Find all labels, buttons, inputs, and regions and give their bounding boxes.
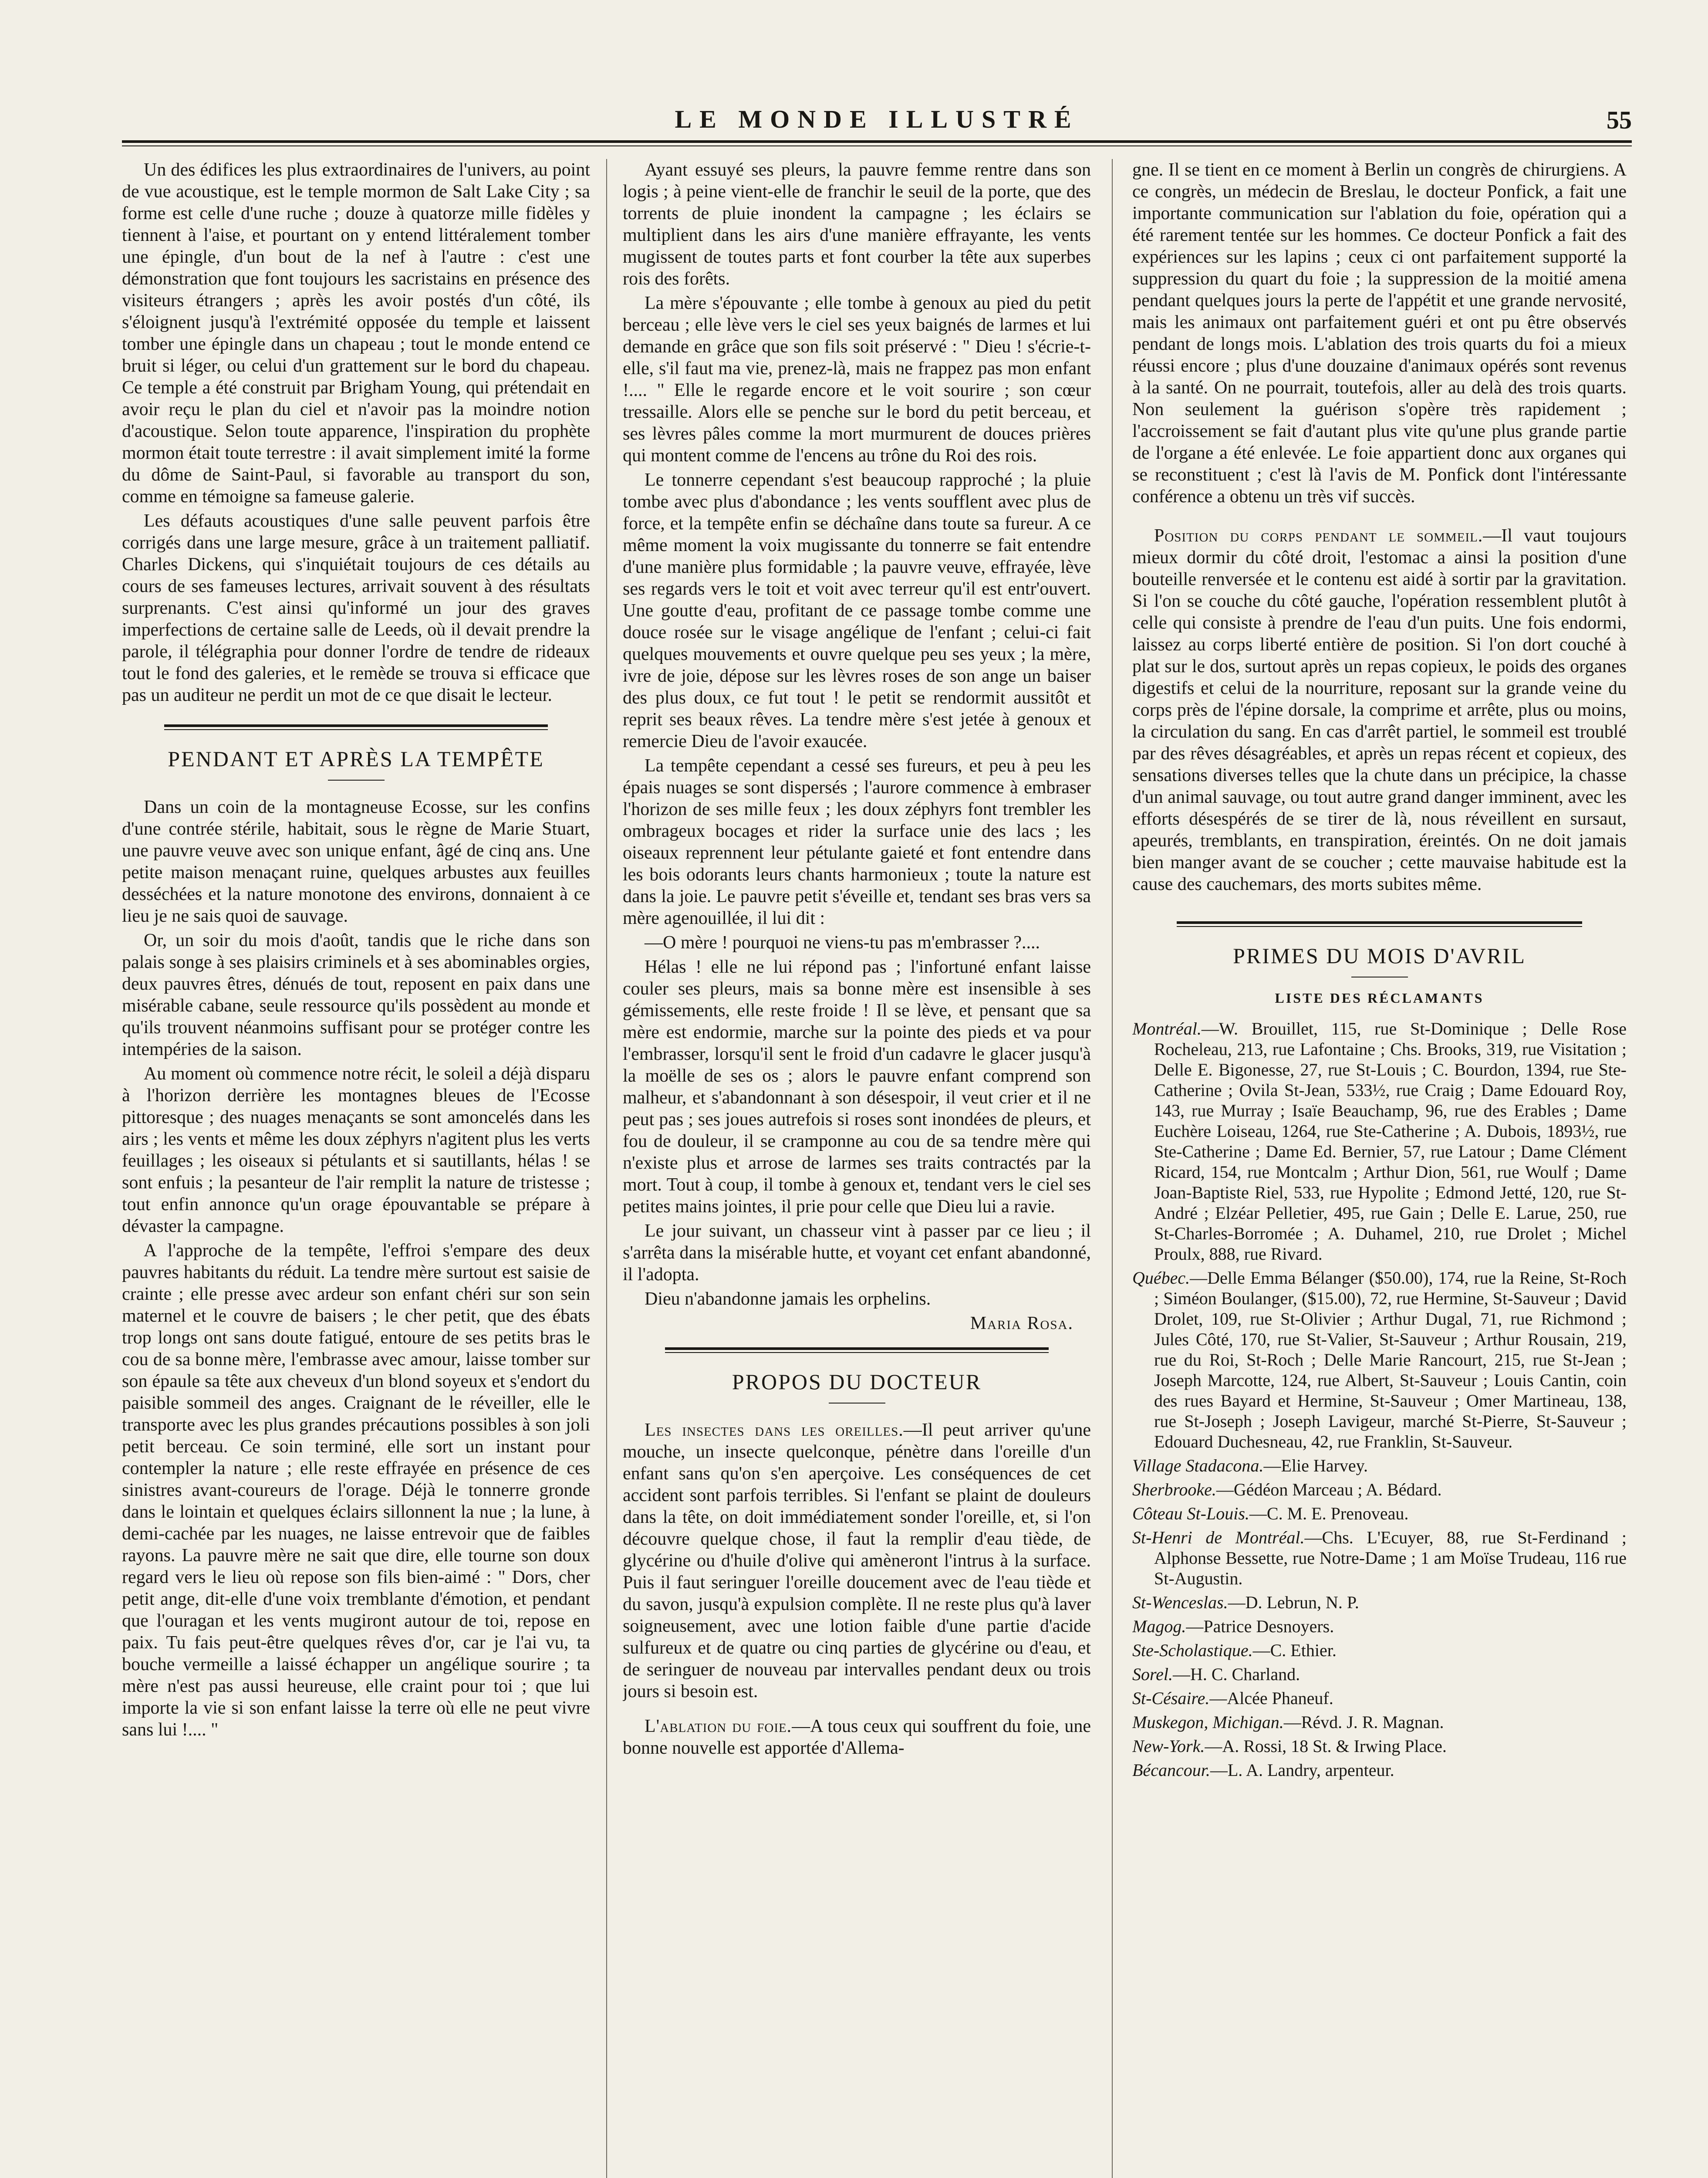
primes-title: PRIMES DU MOIS D'AVRIL [1233,944,1526,968]
claimant-names: —H. C. Charland. [1172,1664,1300,1684]
claimant-names: —Elie Harvey. [1263,1456,1368,1475]
claimant-place: Sherbrooke. [1132,1480,1216,1499]
claimant-place: Ste-Scholastique. [1132,1640,1253,1660]
story-paragraph: Dieu n'abandonne jamais les orphelins. [645,1289,931,1309]
claimant-entry [1132,1527,1627,1589]
claimant-names: —Delle Emma Bélanger ($50.00), 174, rue la Reine, St-Roch ; Siméon Boulanger, ($15.00), 72, rue Hermine, St-Sauveur ; David Drolet, 109, rue St-Olivier ; Arthur Dugal, 71, rue Richmond ; Jules Côté, 170, rue St-Valier, St-Sauveur ; Arthur Rousain, 219, rue du Roi, St-Roch ; Delle Marie Rancourt, 215, rue St-Jean ; Joseph Marcotte, 124, rue Albert, St-Sauveur ; Louis Cantin, coin des rues Bayard et Hermine, St-Sauveur ; Omer Martineau, 138, rue St-Joseph ; Joseph Lavigeur, marché St-Pierre, St-Sauveur ; Edouard Duchesneau, 42, rue Franklin, St-Sauveur. [1154,1268,1627,1451]
claimant-place: Magog. [1132,1617,1186,1636]
claimant-names: —C. Ethier. [1252,1640,1337,1660]
column-2 [623,159,1091,2178]
primes-subtitle: LISTE DES RÉCLAMANTS [1275,990,1484,1006]
column-divider [1112,159,1113,2178]
claimant-place: Bécancour. [1132,1760,1210,1780]
story-paragraph: Dans un coin de la montagneuse Ecosse, sur les confins d'une contrée stérile, habitait, sous le règne de Marie Stuart, une pauvre veuve avec son unique enfant, âgé de cinq ans. Une petite maison menaçant ruine, quelques arbustes aux feuilles desséchées et la nature monotone des environs, donnaient à ce lieu je ne sais quoi de sauvage. [122,797,590,926]
claimant-place: St-Césaire. [1132,1688,1210,1708]
story-paragraph: Le jour suivant, un chasseur vint à passer par ce lieu ; il s'arrêta dans la misérable hutte, et voyant cet enfant abandonné, il l'adopta. [623,1221,1091,1285]
story-title: PENDANT ET APRÈS LA TEMPÊTE [168,747,544,771]
story-paragraph: Or, un soir du mois d'août, tandis que le riche dans son palais songe à ses plaisirs criminels et à ses abominables orgies, deux pauvres êtres, dénués de tout, reposent en paix dans une misérable cabane, seule ressource qu'ils possèdent au monde et qu'ils trouvent néanmoins suffisant pour se protéger contre les intempéries de la saison. [122,930,590,1059]
claimant-place: New-York. [1132,1736,1205,1756]
author-signature: Maria Rosa. [970,1313,1073,1333]
title-underline [829,1403,885,1404]
article-text-insects: —Il peut arriver qu'une mouche, un insecte quelconque, pénètre dans l'oreille d'un enfant sans qu'on s'en aperçoive. Les conséquences de cet accident sont parfois terribles. Si l'enfant se plaint de douleurs dans la tête, on doit immédiatement sonder l'oreille, et, si l'on découvre quelque chose, il faut la remplir d'eau tiède, de glycérine ou d'huile d'olive qui amèneront l'intrus à la surface. Puis il faut seringuer l'oreille doucement avec de l'eau tiède et du savon, jusqu'à expulsion complète. Il ne reste plus qu'à laver soigneusement, avec une lotion faible d'une partie d'acide sulfureux et de quatre ou cinq parties de glycérine ou d'eau, et de seringuer de nouveau par intervalles pendant deux ou trois jours si besoin est. [623,1420,1091,1701]
claimant-entry [1132,1760,1627,1780]
article-paragraph: Les défauts acoustiques d'une salle peuvent parfois être corrigés dans une large mesure, grâce à un traitement palliatif. Charles Dickens, qui s'inquiétait toujours de ces détails au cours de ses fameuses lectures, arrivait souvent à des résultats surprenants. C'est ainsi qu'informé un jour des graves imperfections de certaine salle de Leeds, où il devait prendre la parole, il télégraphia pour donner l'ordre de tendre de rideaux tout le fond des galeries, et le remède se trouva si efficace que pas un auditeur ne perdit un mot de ce que disait le lecteur. [122,511,590,705]
claimant-entry [1132,1503,1627,1524]
claimant-place: Sorel. [1132,1664,1173,1684]
claimant-entry [1132,1688,1627,1708]
claimant-entry [1132,1268,1627,1452]
claimant-names: —L. A. Landry, arpenteur. [1210,1760,1394,1780]
column-3 [1132,159,1627,2178]
claimant-names: —A. Rossi, 18 St. & Irwing Place. [1205,1736,1447,1756]
claimant-entry [1132,1018,1627,1264]
section-separator [1177,921,1582,927]
newspaper-title: LE MONDE ILLUSTRÉ [675,105,1079,133]
story-paragraph: La mère s'épouvante ; elle tombe à genoux au pied du petit berceau ; elle lève vers le ciel ses yeux baignés de larmes et lui demande en grâce que son fils soit préservé : " Dieu ! s'écrie-t-elle, s'il faut ma vie, prenez-là, mais ne frappez pas mon enfant !.... " Elle le regarde encore et le voit sourire ; son cœur tressaille. Alors elle se penche sur le bord du petit berceau, et ses lèvres pâles comme la mort murmurent de douces prières qui montent comme de l'encens au trône du Roi des rois. [623,293,1091,466]
story-paragraph: A l'approche de la tempête, l'effroi s'empare des deux pauvres habitants du réduit. La tendre mère surtout est saisie de crainte ; elle presse avec ardeur son enfant chéri sur son sein maternel et le couvre de baisers ; le cher petit, que des ébats trop longs ont sans doute fatigué, entoure de ses petits bras le cou de sa bonne mère, l'embrasse avec amour, laisse tomber sur son épaule sa tête aux cheveux d'un blond soyeux et s'endort du paisible sommeil des anges. Craignant de le réveiller, elle le transporte avec les plus grandes précautions possibles à son joli petit berceau. Ce soin terminé, elle sort un instant pour contempler la nature ; elle reste effrayée en présence de ces sinistres avant-coureurs de l'orage. Déjà le tonnerre gronde dans le lointain et quelques éclairs sillonnent la nue ; la lune, à demi-cachée par les nuages, ne laisse entrevoir que de faibles rayons. La pauvre mère ne sait que dire, elle tourne son doux regard vers le lieu où repose son fils bien-aimé : " Dors, cher petit ange, dit-elle d'une voix tremblante d'émotion, et pendant que l'ouragan et les vents mugiront autour de toi, repose en paix. Tu fais peut-être quelques rêves d'or, car je l'ai vu, ta bouche vermeille a laissé échapper un angélique sourire ; ta mère n'est pas aussi heureuse, elle craint pour toi ; que lui importe la vie si son enfant laisse la terre où elle ne peut vivre sans lui !.... " [122,1241,590,1740]
claimant-place: Village Stadacona. [1132,1456,1264,1475]
claimant-entry [1132,1616,1627,1637]
claimant-place: St-Henri de Montréal. [1132,1528,1305,1547]
claimant-place: Montréal. [1132,1019,1202,1038]
claimant-names: —W. Brouillet, 115, rue St-Dominique ; Delle Rose Rocheleau, 213, rue Lafontaine ; Chs. Brooks, 319, rue Visitation ; Delle E. Bigonesse, 27, rue St-Louis ; C. Bourdon, 1394, rue Ste-Catherine ; Ovila St-Jean, 533½, rue Craig ; Dame Edouard Roy, 143, rue Murray ; Isaïe Beauchamp, 96, rue des Erables ; Dame Euchère Loiseau, 1264, rue Ste-Catherine ; A. Dubois, 1893½, rue Ste-Catherine ; Dame Ed. Bernier, 57, rue Latour ; Dame Clément Ricard, 154, rue Montcalm ; Arthur Dion, 561, rue Woulf ; Dame Joan-Baptiste Riel, 533, rue Hypolite ; Edmond Jetté, 120, rue St-André ; Elzéar Pelletier, 495, rue Gain ; Delle E. Larue, 250, rue St-Charles-Borromée ; A. Duhamel, 210, rue Drolet ; Michel Proulx, 888, rue Rivard. [1154,1019,1627,1264]
claimant-entry [1132,1479,1627,1500]
claimant-place: Côteau St-Louis. [1132,1504,1249,1523]
claimant-names: —Gédéon Marceau ; A. Bédard. [1216,1480,1442,1499]
claimant-place: St-Wenceslas. [1132,1593,1228,1612]
masthead-rule [122,140,1632,146]
section-title: PROPOS DU DOCTEUR [732,1370,982,1394]
claimant-place: Québec. [1132,1268,1190,1288]
claimant-names: —Patrice Desnoyers. [1186,1617,1334,1636]
article-lead-sleep: Position du corps pendant le sommeil. [1154,526,1483,546]
claimant-names: —D. Lebrun, N. P. [1228,1593,1359,1612]
story-paragraph: —O mère ! pourquoi ne viens-tu pas m'embrasser ?.... [645,933,1040,953]
article-text-sleep: —Il vaut toujours mieux dormir du côté droit, l'estomac a ainsi la position d'une bouteille renversée et le contenu est aidé à sortir par la gravitation. Si l'on se couche du côté gauche, l'opération ressemblent plutôt à celle qui consiste à prendre de l'eau d'un puits. Une fois endormi, laissez au corps liberté entière de position. Si l'on dort couché à plat sur le dos, surtout après un repas copieux, le poids des organes digestifs et celui de la nourriture, reposant sur la grande veine du corps près de l'épine dorsale, la comprime et arrête, plus ou moins, la circulation du sang. En cas d'arrêt partiel, le sommeil est troublé par des rêves désagréables, et après un repas récent et copieux, des sensations diverses telles que la chute dans un précipice, la chasse d'un animal sauvage, ou tout autre grand danger imminent, avec les efforts désespérés de se tirer de là, nous réveillent en sursaut, apeurés, tremblants, en transpiration, éreintés. On ne doit jamais bien manger avant de se coucher ; cette mauvaise habitude est la cause des cauchemars, des morts subites même. [1132,526,1627,894]
section-separator [164,724,548,730]
claimant-entry [1132,1712,1627,1732]
claimant-place: Muskegon, Michigan. [1132,1712,1284,1732]
claimant-names: —C. M. E. Prenoveau. [1249,1504,1409,1523]
claimant-names: —Révd. J. R. Magnan. [1283,1712,1444,1732]
claimants-list [1132,1018,1627,1780]
page-number: 55 [1607,106,1632,134]
claimant-entry [1132,1640,1627,1661]
column-1 [122,159,590,2178]
title-underline [328,780,385,781]
claimant-names: —Chs. L'Ecuyer, 88, rue St-Ferdinand ; Alphonse Bessette, rue Notre-Dame ; 1 am Moïse Trudeau, 116 rue St-Augustin. [1154,1528,1627,1588]
article-paragraph: gne. Il se tient en ce moment à Berlin un congrès de chirurgiens. A ce congrès, un médecin de Breslau, le docteur Ponfick, a fait une importante communication sur l'ablation du foie, opération qui a été rarement tentée sur les hommes. Ce docteur Ponfick a fait des expériences sur les lapins ; ceux ci ont parfaitement supporté la suppression du quart du foie ; la suppression de la moitié amena pendant quelques jours la perte de l'appétit et une grande nervosité, mais les animaux ont parfaitement guéri et ont pu être observés pendant de longs mois. L'ablation des trois quarts du foi a mieux réussi encore ; plus d'une douzaine d'animaux opérés sont revenus à la santé. On ne pourrait, toutefois, aller au delà des trois quarts. Non seulement la guérison s'opère très rapidement ; l'accroissement se fait d'autant plus vite qu'une plus grande partie de l'organe a été enlevée. Le foie appartient donc aux organes qui se reconstituent ; c'est là l'avis de M. Ponfick dont l'intéressante conférence a obtenu un très vif succès. [1132,160,1627,507]
story-paragraph: La tempête cependant a cessé ses fureurs, et peu à peu les épais nuages se sont dispersés ; l'aurore commence à embraser l'horizon de ses mille feux ; les doux zéphyrs font trembler les ombrageux bocages et rider la surface unie des lacs ; les oiseaux reprennent leur pétulante gaieté et font entendre dans les bois odorants leurs chants harmonieux ; toute la nature est dans la joie. Le pauvre petit s'éveille et, tendant ses bras vers sa mère agenouillée, il lui dit : [623,756,1091,928]
column-divider [606,159,607,2178]
claimant-entry [1132,1736,1627,1756]
claimant-entry [1132,1592,1627,1613]
masthead [122,105,1632,152]
claimant-entry [1132,1455,1627,1476]
section-separator [665,1347,1049,1353]
article-paragraph: Un des édifices les plus extraordinaires de l'univers, au point de vue acoustique, est le temple mormon de Salt Lake City ; sa forme est celle d'une ruche ; douze à quatorze mille fidèles y tiennent à l'aise, et pourtant on y entend littéralement tomber une épingle, d'un bout de la nef à l'autre : c'est une démonstration que font toujours les sacristains en présence des visiteurs étrangers ; après les avoir postés d'un côté, ils s'éloignent jusqu'à l'extrémité opposée du temple et laissent tomber une épingle dans un chapeau ; tout le monde entend ce bruit si léger, ou celui d'un grattement sur le bord du chapeau. Ce temple a été construit par Brigham Young, qui prétendait en avoir reçu le plan du ciel et n'avoir pas la moindre notion d'acoustique. Selon toute apparence, l'inspiration du prophète mormon était toute terrestre : il avait simplement imité la forme du dôme de Saint-Paul, si favorable au transport du son, comme en témoigne sa fameuse galerie. [122,160,590,507]
article-lead-insects: Les insectes dans les oreilles. [645,1420,904,1440]
story-paragraph: Ayant essuyé ses pleurs, la pauvre femme rentre dans son logis ; à peine vient-elle de franchir le seuil de la porte, que des torrents de pluie inondent la campagne ; les éclairs se multiplient dans les airs d'une manière effrayante, les vents mugissent de toutes parts et font courber la tête aux superbes rois des forêts. [623,160,1091,289]
story-paragraph: Le tonnerre cependant s'est beaucoup rapproché ; la pluie tombe avec plus d'abondance ; les vents soufflent avec plus de force, et la tempête enfin se déchaîne dans toute sa fureur. A ce même moment la voix mugissante du tonnerre se fait entendre d'une manière plus formidable ; la pauvre veuve, effrayée, lève ses regards vers le toit et voit avec terreur qu'il est entr'ouvert. Une goutte d'eau, profitant de ce passage tombe comme une douce rosée sur le visage angélique de l'enfant ; celui-ci fait quelques mouvements et ouvre quelque peu ses yeux ; la mère, ivre de joie, dépose sur les lèvres roses de son ange un baiser des plus doux, ce fut tout ! le petit se rendormit aussitôt et reprit ses beaux rêves. La tendre mère s'est jetée à genoux et remercie Dieu de l'avoir exaucée. [623,470,1091,751]
story-paragraph: Au moment où commence notre récit, le soleil a déjà disparu à l'horizon derrière les montagnes bleues de l'Ecosse pittoresque ; des nuages menaçants se sont amoncelés dans les airs ; les vents et même les doux zéphyrs n'agitent plus les verts feuillages ; les oiseaux si pétulants et si sautillants, hélas ! se sont enfuis ; la pesanteur de l'air remplit la nature de tristesse ; tout enfin annonce qu'un orage épouvantable se prépare à dévaster la campagne. [122,1064,590,1236]
article-lead-liver: L'ablation du foie. [645,1716,792,1736]
claimant-names: —Alcée Phaneuf. [1209,1688,1333,1708]
article-text-liver: —A tous ceux qui souffrent du foie, une bonne nouvelle est apportée d'Allema- [623,1716,1091,1758]
claimant-entry [1132,1664,1627,1684]
story-paragraph: Hélas ! elle ne lui répond pas ; l'infortuné enfant laisse couler ses pleurs, mais sa bonne mère est insensible à ses gémissements, elle reste froide ! Il se lève, et pensant que sa mère est endormie, marche sur la pointe des pieds et va pour l'embrasser, lorsqu'il sent le froid d'un cadavre le glacer jusqu'à la moëlle de ses os ; alors le pauvre enfant comprend son malheur, et s'abandonnant à son désespoir, il veut crier et il ne peut pas ; ses joues autrefois si roses sont inondées de pleurs, et fou de douleur, il se cramponne au cou de sa tendre mère qui n'existe plus et arrose de larmes ses traits contractés par la mort. Tout à coup, il tombe à genoux et, tendant vers le ciel ses petites mains jointes, il prie pour celle que Dieu lui a ravie. [623,957,1091,1217]
